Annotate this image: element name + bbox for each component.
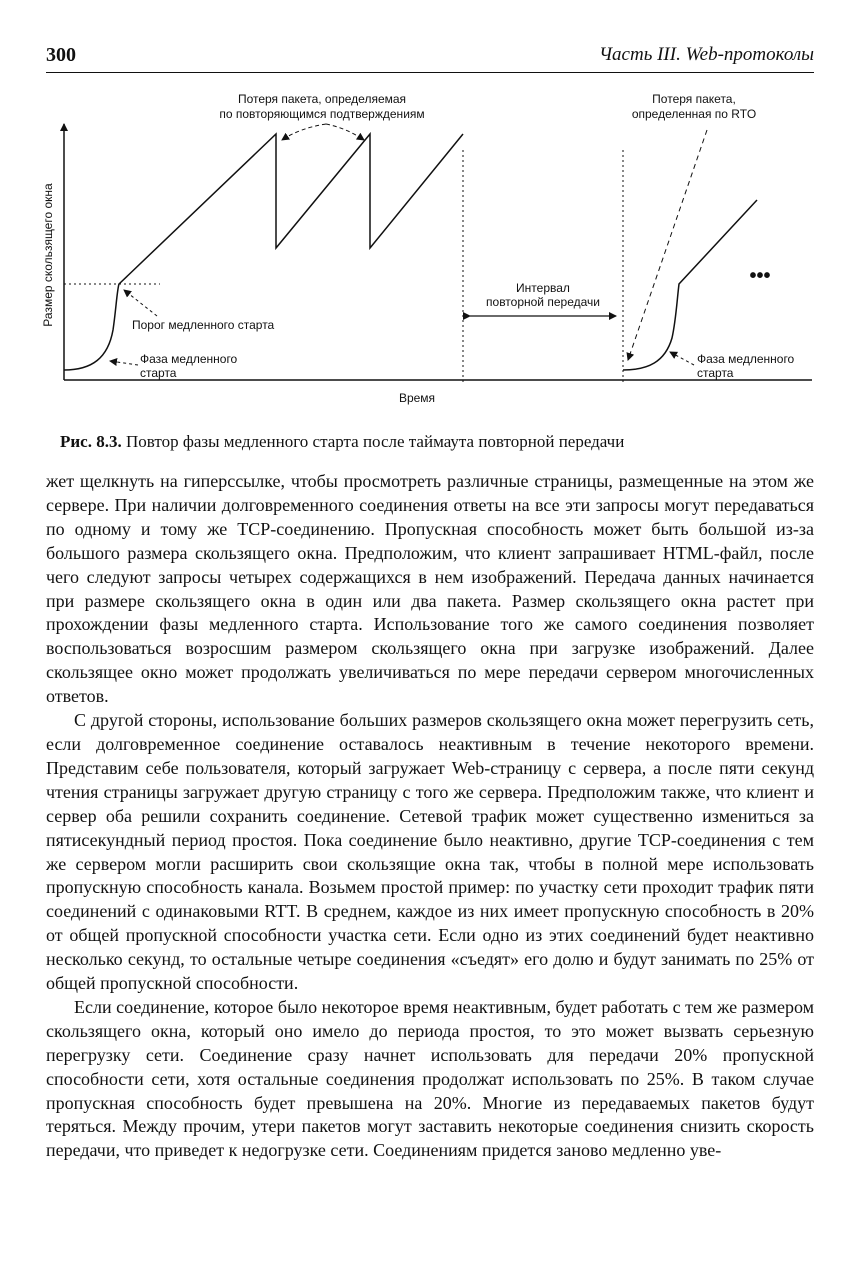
label-slowstart-left-2: старта — [140, 366, 177, 380]
caption-label: Рис. 8.3. — [60, 432, 122, 451]
slowstart-left-arrow — [110, 361, 138, 365]
label-slowstart-left-1: Фаза медленного — [140, 352, 238, 366]
dupack-arrow-2 — [326, 124, 364, 140]
label-loss-rto-2: определенная по RTO — [631, 107, 757, 121]
paragraph-1: жет щелкнуть на гиперссылке, чтобы просмотреть различные страницы, размещенные на этом же сервере. При наличии долговременного соединения ответы на все эти запросы могут передаваться по одному и тому же TCP-соединению. Пропускная способность может быть большой из-за большого размера скользящего окна. Предположим, что клиент запрашивает HTML-файл, после чего следуют запросы четырех содержащихся в нем изображений. Передача данных начинается при размере скользящего окна в один или два пакета. Размер скользящего окна растет при прохождении фазы медленного старта. Использование того же самого соединения позволяет воспользоваться возросшим размером скользящего окна при загрузке изображений. Далее скользящее окно может продолжать увеличиваться по мере передачи сервером многочисленных ответов. — [46, 471, 814, 707]
figure-8-3 — [0, 80, 860, 420]
running-head: Часть III. Web-протоколы — [598, 44, 814, 65]
page-number: 300 — [46, 44, 76, 66]
window-curve-right — [623, 200, 757, 370]
rto-arrow — [628, 130, 707, 360]
body-text — [46, 470, 814, 1163]
slowstart-right-arrow — [670, 352, 694, 365]
threshold-arrow — [124, 290, 157, 316]
label-slowstart-right-2: старта — [697, 366, 734, 380]
page-header — [46, 40, 814, 73]
window-curve-left — [64, 134, 463, 370]
figure-caption — [60, 432, 820, 452]
caption-text: Повтор фазы медленного старта после таймаута повторной передачи — [121, 432, 625, 451]
paragraph-3: Если соединение, которое было некоторое время неактивным, будет работать с тем же размером скользящего окна, который оно имело до периода простоя, то это может вызвать серьезную перегрузку сети. Соединение сразу начнет использовать для передачи 20% пропускной способности сети, хотя остальные соединения продолжат использовать по 25%. В таком случае пропускная способность будет превышена на 20%. Многие из передаваемых пакетов будут теряться. Между прочим, утери пакетов могут заставить некоторые соединения снизить скорость передачи, что приведет к недогрузке сети. Соединениям придется заново медленно уве- — [46, 996, 814, 1161]
label-retransmit-2: повторной передачи — [486, 295, 600, 309]
label-loss-rto-1: Потеря пакета, — [652, 92, 736, 106]
label-retransmit-1: Интервал — [516, 281, 570, 295]
label-loss-dupack-1: Потеря пакета, определяемая — [237, 92, 407, 106]
paragraph-2: С другой стороны, использование больших размеров скользящего окна может перегрузить сеть, если долговременное соединение оставалось неактивным в течение некоторого времени. Представим себе пользователя, который загружает Web-страницу с сервера, а после пяти секунд чтения страницы загружает другую страницу с того же сервера. Предположим также, что клиент и сервер оба решили сохранить соединение. Сетевой трафик может существенно измениться за пятисекундный период простоя. Пока соединение было неактивно, другие TCP-соединения с тем же сервером могли расширить свои скользящие окна так, чтобы в полной мере использовать пропускную способность канала. Возьмем простой пример: по участку сети проходит трафик пяти соединений с одинаковыми RTT. В среднем, каждое из них имеет пропускную способность в 20% от общей пропускной способности участка сети. Если одно из этих соединений будет неактивно несколько секунд, то остальные четыре соединения «съедят» его долю и будут занимать по 25% от общей пропускной способности. — [46, 710, 814, 994]
dupack-arrow-1 — [282, 124, 326, 140]
x-axis-label: Время — [398, 391, 436, 405]
label-loss-dupack-2: по повторяющимся подтверждениям — [219, 107, 425, 121]
continuation-dots: ••• — [749, 265, 771, 287]
y-axis-label: Размер скользящего окна — [41, 183, 55, 327]
label-threshold: Порог медленного старта — [132, 318, 275, 332]
label-slowstart-right-1: Фаза медленного — [697, 352, 795, 366]
